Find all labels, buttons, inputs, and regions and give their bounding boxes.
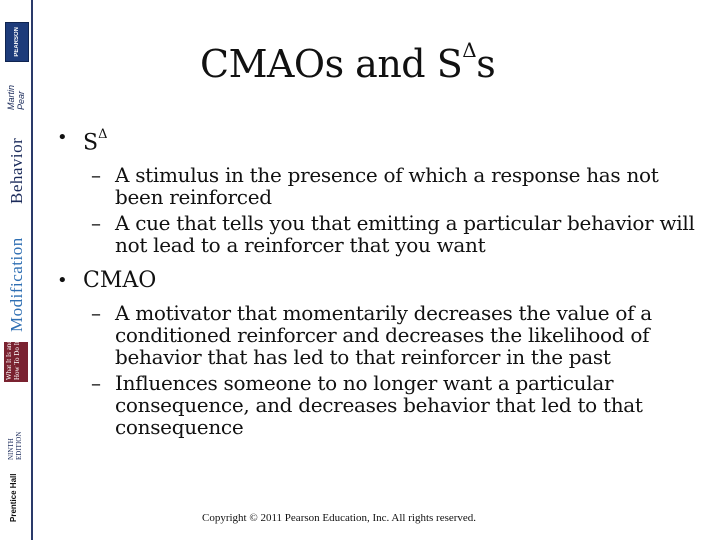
slide-title-text: CMAOs and S [200, 42, 463, 86]
sub-bullet-text: A stimulus in the presence of which a response has not been reinforced [115, 163, 659, 210]
sub-bullet-text: A motivator that momentarily decreases the value of a conditioned reinforcer and decreases the likelihood of behavior that has led to that reinforcer in the past [115, 301, 652, 370]
slide-title [200, 38, 560, 86]
dash-marker: – [91, 371, 101, 396]
copyright-footer: Copyright © 2011 Pearson Education, Inc. All rights reserved. [202, 512, 477, 524]
sub-bullet [55, 212, 705, 256]
dash-marker: – [91, 301, 101, 326]
slide-content [55, 125, 705, 442]
spine-author: Martin Pear [6, 84, 26, 110]
bullet-cmao [55, 268, 705, 294]
bullet-sdelta [55, 125, 705, 156]
slide-title-suffix: s [476, 42, 496, 86]
sub-bullet [55, 302, 705, 368]
spine-edition: NINTH EDITION [7, 431, 23, 460]
sub-bullet-text: Influences someone to no longer want a particular consequence, and decreases behavior that led to that consequence [115, 371, 643, 440]
spine-title-behavior: Behavior [7, 137, 26, 204]
dash-marker: – [91, 163, 101, 188]
sub-bullet [55, 164, 705, 208]
bullet-label: CMAO [83, 268, 157, 294]
bullet-label-delta: Δ [98, 127, 108, 142]
pearson-logo [5, 22, 29, 62]
sub-bullet-text: A cue that tells you that emitting a particular behavior will not lead to a reinforcer that you want [115, 211, 695, 258]
spine-publisher: Prentice Hall [9, 473, 18, 522]
spine-title-modification: Modification [7, 237, 26, 332]
spine-subtitle: What It Is and How To Do It [5, 340, 21, 380]
pearson-logo-text: PEARSON [14, 27, 20, 57]
bullet-label: S [83, 130, 99, 156]
book-spine [0, 0, 33, 540]
slide-title-delta: Δ [462, 38, 477, 63]
dash-marker: – [91, 211, 101, 236]
sub-bullet [55, 372, 705, 438]
